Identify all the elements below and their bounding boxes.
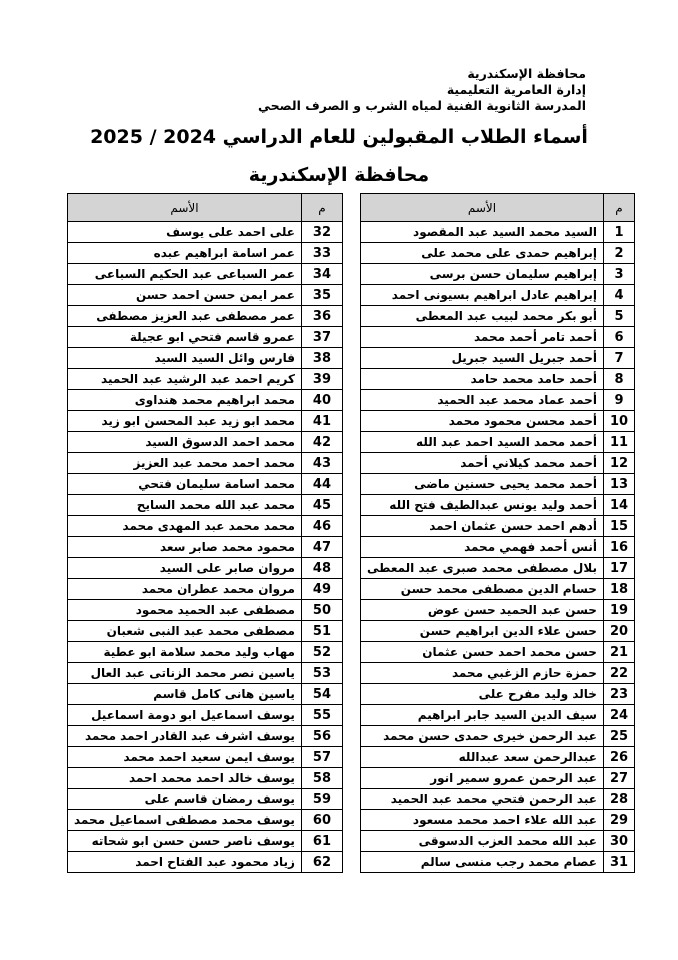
table-row — [361, 285, 635, 306]
row-number: 30 — [603, 831, 634, 852]
row-number: 37 — [301, 327, 342, 348]
table-row — [68, 642, 343, 663]
table-row — [68, 411, 343, 432]
table-body-right — [361, 222, 635, 873]
student-name: حسن علاء الدين ابراهيم حسن — [361, 621, 604, 642]
row-number: 51 — [301, 621, 342, 642]
student-name: عبد الله محمد العزب الدسوقى — [361, 831, 604, 852]
student-name: عمر اسامة ابراهيم عبده — [68, 243, 302, 264]
table-row — [361, 222, 635, 243]
student-name: كريم احمد عبد الرشيد عبد الحميد — [68, 369, 302, 390]
row-number: 2 — [603, 243, 634, 264]
student-name: مهاب وليد محمد سلامة ابو عطية — [68, 642, 302, 663]
row-number: 52 — [301, 642, 342, 663]
table-row — [361, 327, 635, 348]
student-name: ياسين هانى كامل قاسم — [68, 684, 302, 705]
table-row — [68, 579, 343, 600]
row-number: 39 — [301, 369, 342, 390]
row-number: 50 — [301, 600, 342, 621]
table-body-left — [68, 222, 343, 873]
governorate-line: محافظة الإسكندرية — [467, 66, 586, 81]
table-row — [361, 348, 635, 369]
row-number: 14 — [603, 495, 634, 516]
table-row — [361, 642, 635, 663]
row-number: 8 — [603, 369, 634, 390]
table-row — [68, 705, 343, 726]
table-row — [361, 726, 635, 747]
table-row — [68, 369, 343, 390]
table-row — [361, 453, 635, 474]
row-number: 57 — [301, 747, 342, 768]
students-table-left — [67, 193, 343, 873]
column-header-name: الأسم — [361, 194, 604, 222]
table-row — [361, 411, 635, 432]
table-row — [68, 852, 343, 873]
table-row — [68, 432, 343, 453]
table-row — [68, 726, 343, 747]
student-name: حسن محمد احمد حسن عثمان — [361, 642, 604, 663]
student-name: مروان محمد عطران محمد — [68, 579, 302, 600]
row-number: 58 — [301, 768, 342, 789]
table-row — [68, 747, 343, 768]
row-number: 15 — [603, 516, 634, 537]
row-number: 24 — [603, 705, 634, 726]
row-number: 62 — [301, 852, 342, 873]
student-name: أحمد محمد يحيى حسنين ماضى — [361, 474, 604, 495]
table-row — [68, 600, 343, 621]
student-name: مروان صابر على السيد — [68, 558, 302, 579]
table-row — [68, 264, 343, 285]
student-name: عمر ايمن حسن احمد حسن — [68, 285, 302, 306]
row-number: 40 — [301, 390, 342, 411]
student-name: يوسف رمضان قاسم على — [68, 789, 302, 810]
row-number: 36 — [301, 306, 342, 327]
table-row — [68, 621, 343, 642]
student-name: يوسف اشرف عبد القادر احمد محمد — [68, 726, 302, 747]
student-name: عبد الرحمن عمرو سمير انور — [361, 768, 604, 789]
table-row — [68, 306, 343, 327]
row-number: 20 — [603, 621, 634, 642]
row-number: 17 — [603, 558, 634, 579]
table-row — [68, 243, 343, 264]
row-number: 9 — [603, 390, 634, 411]
row-number: 48 — [301, 558, 342, 579]
row-number: 59 — [301, 789, 342, 810]
row-number: 38 — [301, 348, 342, 369]
row-number: 16 — [603, 537, 634, 558]
table-row — [68, 684, 343, 705]
table-row — [361, 264, 635, 285]
row-number: 43 — [301, 453, 342, 474]
student-name: عبدالرحمن سعد عبدالله — [361, 747, 604, 768]
student-name: أحمد تامر أحمد محمد — [361, 327, 604, 348]
letterhead — [246, 66, 586, 114]
student-name: عبد الله علاء احمد محمد مسعود — [361, 810, 604, 831]
student-name: مصطفى محمد عبد النبى شعبان — [68, 621, 302, 642]
student-name: زياد محمود عبد الفتاح احمد — [68, 852, 302, 873]
row-number: 7 — [603, 348, 634, 369]
table-row — [361, 684, 635, 705]
table-row — [361, 306, 635, 327]
table-row — [68, 831, 343, 852]
student-name: محمود محمد صابر سعد — [68, 537, 302, 558]
table-row — [68, 537, 343, 558]
row-number: 42 — [301, 432, 342, 453]
student-name: محمد عبد الله محمد السايح — [68, 495, 302, 516]
table-row — [361, 810, 635, 831]
table-row — [68, 285, 343, 306]
row-number: 19 — [603, 600, 634, 621]
student-name: سيف الدين السيد جابر ابراهيم — [361, 705, 604, 726]
table-row — [361, 600, 635, 621]
table-row — [361, 243, 635, 264]
table-row — [361, 537, 635, 558]
table-row — [68, 768, 343, 789]
row-number: 45 — [301, 495, 342, 516]
table-row — [361, 789, 635, 810]
student-name: على احمد على يوسف — [68, 222, 302, 243]
student-name: حسن عبد الحميد حسن عوض — [361, 600, 604, 621]
table-header-row — [361, 194, 635, 222]
table-row — [361, 768, 635, 789]
row-number: 5 — [603, 306, 634, 327]
row-number: 32 — [301, 222, 342, 243]
page-subtitle: محافظة الإسكندرية — [248, 164, 430, 186]
table-row — [361, 621, 635, 642]
row-number: 29 — [603, 810, 634, 831]
row-number: 3 — [603, 264, 634, 285]
table-row — [68, 453, 343, 474]
student-name: عمرو قاسم فتحي ابو عجيلة — [68, 327, 302, 348]
school-line: المدرسة الثانوية الفنية لمياه الشرب و الصرف الصحي — [257, 98, 586, 113]
table-row — [361, 705, 635, 726]
administration-line: إدارة العامرية التعليمية — [446, 82, 586, 97]
row-number: 22 — [603, 663, 634, 684]
table-row — [361, 516, 635, 537]
row-number: 26 — [603, 747, 634, 768]
student-name: حمزة حازم الزغبي محمد — [361, 663, 604, 684]
table-row — [68, 558, 343, 579]
row-number: 23 — [603, 684, 634, 705]
student-name: إبراهيم عادل ابراهيم بسيونى احمد — [361, 285, 604, 306]
student-name: يوسف ايمن سعيد احمد محمد — [68, 747, 302, 768]
row-number: 56 — [301, 726, 342, 747]
student-name: يوسف اسماعيل ابو دومة اسماعيل — [68, 705, 302, 726]
row-number: 27 — [603, 768, 634, 789]
table-row — [68, 222, 343, 243]
table-row — [361, 495, 635, 516]
row-number: 47 — [301, 537, 342, 558]
student-name: أحمد محسن محمود محمد — [361, 411, 604, 432]
student-name: أنس أحمد فهمي محمد — [361, 537, 604, 558]
row-number: 10 — [603, 411, 634, 432]
table-row — [361, 369, 635, 390]
row-number: 41 — [301, 411, 342, 432]
student-name: إبراهيم سليمان حسن برسى — [361, 264, 604, 285]
student-name: أحمد حامد محمد حامد — [361, 369, 604, 390]
student-name: يوسف خالد احمد محمد احمد — [68, 768, 302, 789]
row-number: 28 — [603, 789, 634, 810]
table-row — [68, 474, 343, 495]
table-row — [361, 474, 635, 495]
column-header-number: م — [301, 194, 342, 222]
table-row — [361, 663, 635, 684]
column-header-name: الأسم — [68, 194, 302, 222]
table-row — [361, 852, 635, 873]
student-name: عمر مصطفى عبد العزيز مصطفى — [68, 306, 302, 327]
row-number: 53 — [301, 663, 342, 684]
student-name: يوسف ناصر حسن حسن ابو شحاته — [68, 831, 302, 852]
table-row — [68, 348, 343, 369]
table-row — [361, 558, 635, 579]
student-name: مصطفى عبد الحميد محمود — [68, 600, 302, 621]
column-header-number: م — [603, 194, 634, 222]
row-number: 12 — [603, 453, 634, 474]
student-name: محمد احمد محمد عبد العزيز — [68, 453, 302, 474]
row-number: 61 — [301, 831, 342, 852]
table-row — [361, 747, 635, 768]
row-number: 18 — [603, 579, 634, 600]
row-number: 60 — [301, 810, 342, 831]
table-row — [361, 831, 635, 852]
student-name: أحمد محمد كيلاني أحمد — [361, 453, 604, 474]
table-row — [68, 516, 343, 537]
student-name: محمد ابراهيم محمد هنداوى — [68, 390, 302, 411]
row-number: 46 — [301, 516, 342, 537]
table-row — [361, 432, 635, 453]
student-name: خالد وليد مفرح على — [361, 684, 604, 705]
student-name: أدهم احمد حسن عثمان احمد — [361, 516, 604, 537]
student-name: محمد احمد الدسوق السيد — [68, 432, 302, 453]
row-number: 54 — [301, 684, 342, 705]
student-name: أبو بكر محمد لبيب عبد المعطى — [361, 306, 604, 327]
student-name: يوسف محمد مصطفى اسماعيل محمد — [68, 810, 302, 831]
student-name: حسام الدين مصطفى محمد حسن — [361, 579, 604, 600]
table-row — [68, 789, 343, 810]
row-number: 21 — [603, 642, 634, 663]
row-number: 55 — [301, 705, 342, 726]
row-number: 4 — [603, 285, 634, 306]
student-name: السيد محمد السيد عبد المقصود — [361, 222, 604, 243]
row-number: 31 — [603, 852, 634, 873]
table-header-row — [68, 194, 343, 222]
student-name: محمد اسامة سليمان فتحي — [68, 474, 302, 495]
row-number: 34 — [301, 264, 342, 285]
row-number: 35 — [301, 285, 342, 306]
row-number: 25 — [603, 726, 634, 747]
student-name: فارس وائل السيد السيد — [68, 348, 302, 369]
table-row — [68, 495, 343, 516]
student-name: عصام محمد رجب منسى سالم — [361, 852, 604, 873]
row-number: 49 — [301, 579, 342, 600]
student-name: ياسين نصر محمد الزناتى عبد العال — [68, 663, 302, 684]
student-name: أحمد محمد السيد احمد عبد الله — [361, 432, 604, 453]
row-number: 6 — [603, 327, 634, 348]
row-number: 33 — [301, 243, 342, 264]
row-number: 11 — [603, 432, 634, 453]
student-name: بلال مصطفى محمد صبرى عبد المعطى — [361, 558, 604, 579]
student-name: محمد ابو زيد عبد المحسن ابو زيد — [68, 411, 302, 432]
table-row — [68, 327, 343, 348]
student-name: إبراهيم حمدى على محمد على — [361, 243, 604, 264]
student-name: عبد الرحمن فتحي محمد عبد الحميد — [361, 789, 604, 810]
table-row — [361, 579, 635, 600]
student-name: أحمد جبريل السيد جبريل — [361, 348, 604, 369]
students-table-right — [360, 193, 635, 873]
table-row — [68, 810, 343, 831]
row-number: 13 — [603, 474, 634, 495]
table-row — [68, 390, 343, 411]
table-row — [361, 390, 635, 411]
student-name: عبد الرحمن خيرى حمدى حسن محمد — [361, 726, 604, 747]
row-number: 1 — [603, 222, 634, 243]
table-row — [68, 663, 343, 684]
row-number: 44 — [301, 474, 342, 495]
student-name: عمر السباعى عبد الحكيم السباعى — [68, 264, 302, 285]
student-name: أحمد وليد يونس عبدالطيف فتح الله — [361, 495, 604, 516]
page-title: أسماء الطلاب المقبولين للعام الدراسي 2024 / 2025 — [90, 126, 588, 148]
student-name: محمد محمد عبد المهدى محمد — [68, 516, 302, 537]
student-name: أحمد عماد محمد عبد الحميد — [361, 390, 604, 411]
